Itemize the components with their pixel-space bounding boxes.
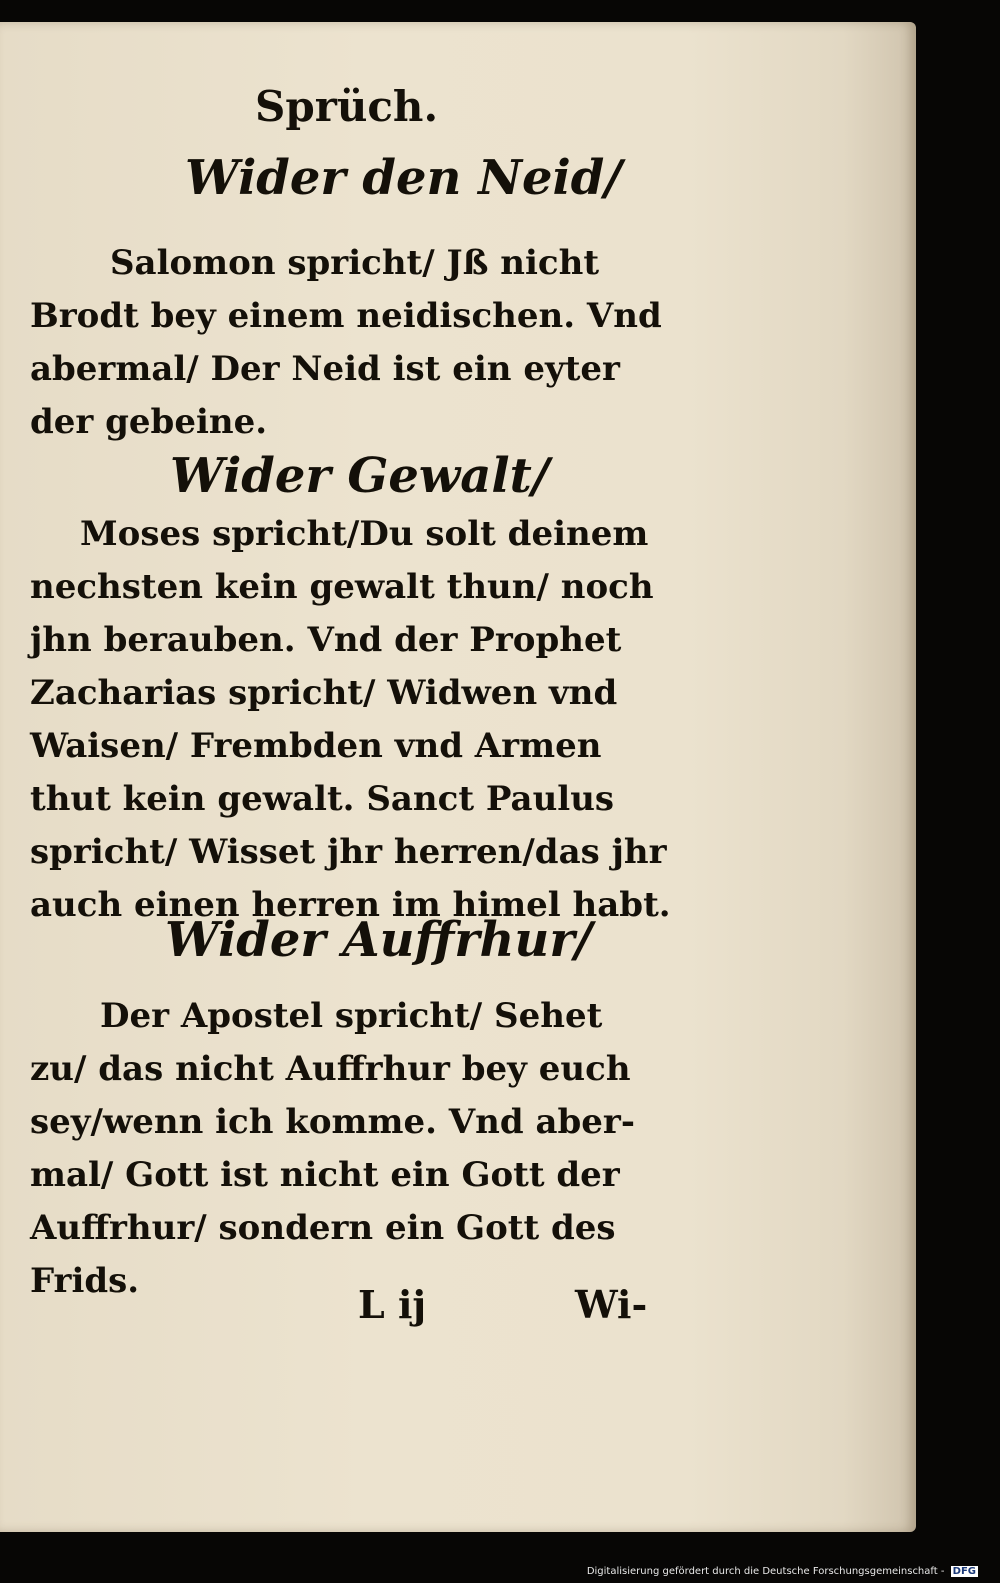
catchword: Wi- [575,1282,648,1327]
section-text-gewalt [30,508,671,932]
text-line: nechsten kein gewalt thun/ noch [30,567,654,607]
text-line: Zacharias spricht/ Widwen vnd [30,673,618,713]
section-title-neid: Wider den Neid/ [185,150,622,206]
credit-text: Digitalisierung gefördert durch die Deutsche Forschungsgemeinschaft - [586,1566,945,1577]
text-line: sey/wenn ich komme. Vnd aber- [30,1102,635,1142]
text-line: auch einen herren im himel habt. [30,885,671,925]
text-line: spricht/ Wisset jhr herren/das jhr [30,832,667,872]
text-line: Der Apostel spricht/ Sehet [100,996,603,1036]
signature-mark: L ij [358,1282,427,1327]
text-line: thut kein gewalt. Sanct Paulus [30,779,615,819]
text-line: Salomon spricht/ Jß nicht [110,243,600,283]
section-text-neid [30,237,662,449]
text-line: mal/ Gott ist nicht ein Gott der [30,1155,620,1195]
section-title-auffrhur: Wider Auffrhur/ [165,912,593,968]
digitization-credit [587,1566,978,1577]
running-head: Sprüch. [255,82,439,131]
text-line: zu/ das nicht Auffrhur bey euch [30,1049,631,1089]
text-line: jhn berauben. Vnd der Prophet [30,620,622,660]
section-title-gewalt: Wider Gewalt/ [170,448,550,504]
text-line: Waisen/ Frembden vnd Armen [30,726,602,766]
text-line: Frids. [30,1261,140,1301]
section-text-auffrhur [30,990,635,1308]
text-line: abermal/ Der Neid ist ein eyter [30,349,620,389]
text-line: der gebeine. [30,402,268,442]
dfg-logo: DFG [952,1566,976,1577]
text-line: Brodt bey einem neidischen. Vnd [30,296,662,336]
text-line: Auffrhur/ sondern ein Gott des [30,1208,616,1248]
text-line: Moses spricht/Du solt deinem [80,514,649,554]
